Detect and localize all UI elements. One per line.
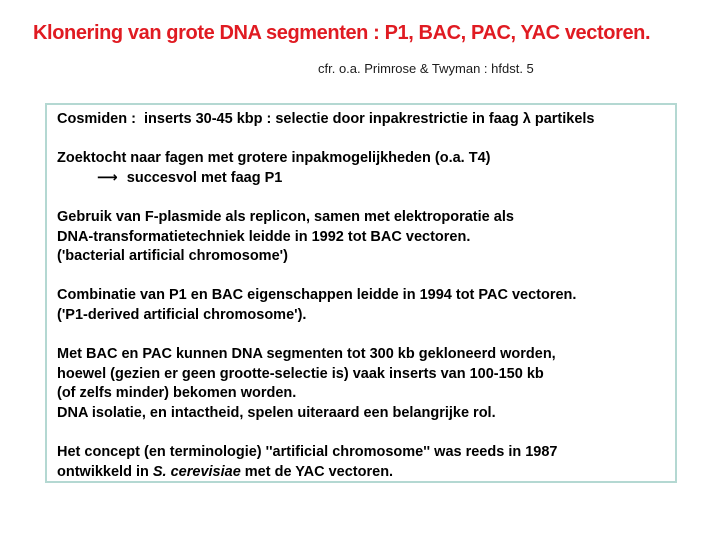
text-line-met-bac-pac: Met BAC en PAC kunnen DNA segmenten tot 300 kb gekloneerd worden, <box>57 346 556 363</box>
text-line-bac-fullname: ('bacterial artificial chromosome') <box>57 248 288 265</box>
species-name-italic: S. cerevisiae <box>152 463 241 480</box>
text-line-ontwikkeld-post: met de YAC vectoren. <box>240 463 394 480</box>
text-line-hoewel: hoewel (gezien er geen grootte-selectie is) vaak inserts van 100-150 kb <box>57 365 544 382</box>
blank-line <box>57 130 667 150</box>
blank-line <box>57 267 667 287</box>
slide-title: Klonering van grote DNA segmenten : P1, BAC, PAC, YAC vectoren. <box>33 22 651 44</box>
text-line-ontwikkeld <box>57 463 667 483</box>
blank-line <box>57 188 667 208</box>
slide-subtitle: cfr. o.a. Primrose & Twyman : hfdst. 5 <box>318 61 534 76</box>
text-line-dna-transformatie: DNA-transformatietechniek leidde in 1992 tot BAC vectoren. <box>57 228 471 245</box>
text-line-combinatie: Combinatie van P1 en BAC eigenschappen leidde in 1994 tot PAC vectoren. <box>57 287 577 304</box>
right-arrow-icon: ⟶ <box>97 169 118 186</box>
text-line-gebruik: Gebruik van F-plasmide als replicon, samen met elektroporatie als <box>57 208 514 225</box>
text-line-pac-fullname: ('P1-derived artificial chromosome'). <box>57 306 307 323</box>
text-line-dna-isolatie: DNA isolatie, en intactheid, spelen uiteraard een belangrijke rol. <box>57 404 496 421</box>
text-line-zelfs-minder: (of zelfs minder) bekomen worden. <box>57 385 297 402</box>
text-line-het-concept: Het concept (en terminologie) ''artificial chromosome'' was reeds in 1987 <box>57 444 558 461</box>
text-line-ontwikkeld-pre: ontwikkeld in <box>57 463 153 480</box>
blank-line <box>57 326 667 346</box>
content-box <box>45 103 677 483</box>
text-line-zoektocht: Zoektocht naar fagen met grotere inpakmogelijkheden (o.a. T4) <box>57 150 491 167</box>
blank-line <box>57 424 667 444</box>
text-line-succesvol <box>57 169 667 189</box>
text-line-succesvol-label: succesvol met faag P1 <box>126 169 283 186</box>
text-line-cosmiden: Cosmiden : inserts 30-45 kbp : selectie door inpakrestrictie in faag λ partikels <box>57 111 595 127</box>
